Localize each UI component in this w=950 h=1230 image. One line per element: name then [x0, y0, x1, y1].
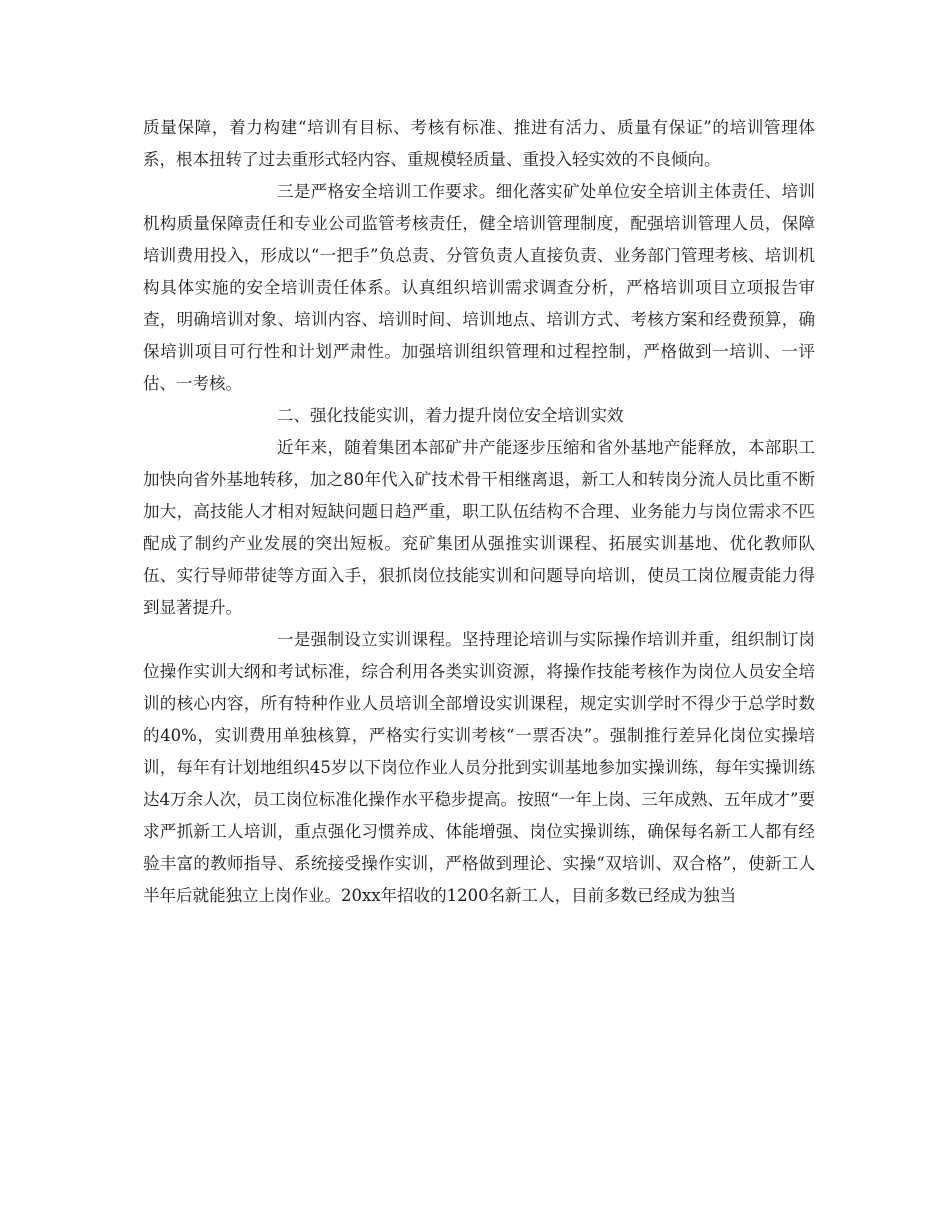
- document-body: [143, 112, 815, 912]
- paragraph-background: 近年来，随着集团本部矿井产能逐步压缩和省外基地产能释放，本部职工加快向省外基地转移，加之80年代入矿技术骨干相继离退，新工人和转岗分流人员比重不断加大，高技能人才相对短缺问题日趋严重，职工队伍结构不合理、业务能力与岗位需求不匹配成了制约产业发展的突出短板。兖矿集团从强推实训课程、拓展实训基地、优化教师队伍、实行导师带徒等方面入手，狠抓岗位技能实训和问题导向培训，使员工岗位履责能力得到显著提升。: [143, 438, 815, 617]
- paragraph-practical-courses: 一是强制设立实训课程。坚持理论培训与实际操作培训并重，组织制订岗位操作实训大纲和考试标准，综合利用各类实训资源，将操作技能考核作为岗位人员安全培训的核心内容，所有特种作业人员培训全部增设实训课程，规定实训学时不得少于总学时数的40%，实训费用单独核算，严格实行实训考核“一票否决”。强制推行差异化岗位实操培训，每年有计划地组织45岁以下岗位作业人员分批到实训基地参加实操训练，每年实操训练达4万余人次，员工岗位标准化操作水平稳步提高。按照“一年上岗、三年成熟、五年成才”要求严抓新工人培训，重点强化习惯养成、体能增强、岗位实操训练，确保每名新工人都有经验丰富的教师指导、系统接受操作实训，严格做到理论、实操“双培训、双合格”，使新工人半年后就能独立上岗作业。20xx年招收的1200名新工人，目前多数已经成为独当: [143, 630, 815, 905]
- paragraph-continuation: 质量保障，着力构建“培训有目标、考核有标准、推进有活力、质量有保证”的培训管理体系，根本扭转了过去重形式轻内容、重规模轻质量、重投入轻实效的不良倾向。: [143, 118, 815, 169]
- section-heading: 二、强化技能实训，着力提升岗位安全培训实效: [277, 406, 624, 425]
- paragraph-training-requirements: 三是严格安全培训工作要求。细化落实矿处单位安全培训主体责任、培训机构质量保障责任和专业公司监管考核责任，健全培训管理制度，配强培训管理人员，保障培训费用投入，形成以“一把手”负总责、分管负责人直接负责、业务部门管理考核、培训机构具体实施的安全培训责任体系。认真组织培训需求调查分析，严格培训项目立项报告审查，明确培训对象、培训内容、培训时间、培训地点、培训方式、考核方案和经费预算，确保培训项目可行性和计划严肃性。加强培训组织管理和过程控制，严格做到一培训、一评估、一考核。: [143, 182, 815, 393]
